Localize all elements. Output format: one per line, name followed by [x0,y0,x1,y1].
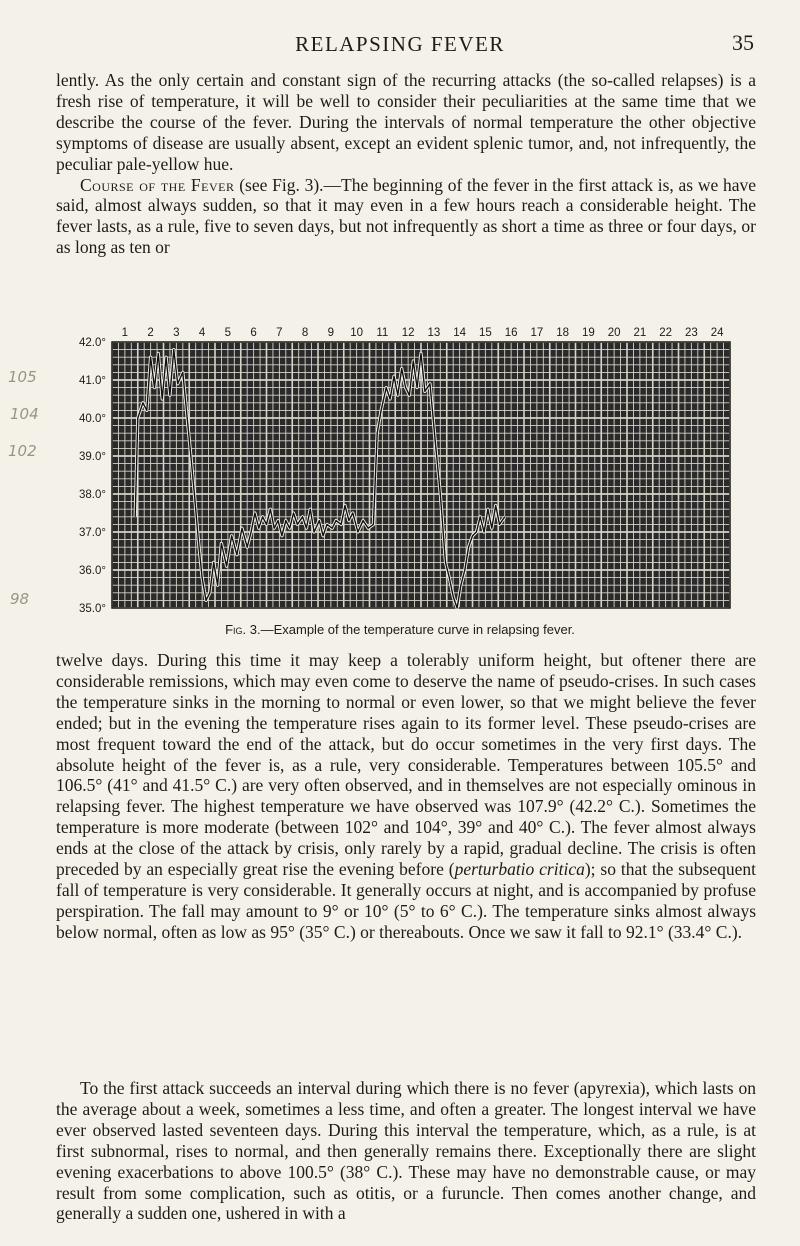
temperature-chart [40,318,760,618]
figure-caption-label: Fig. 3. [225,622,261,637]
paragraph-2 [56,650,756,943]
x-tick-label: 6 [250,327,257,339]
margin-note-4: 98 [10,590,30,608]
x-tick-label: 19 [581,327,595,339]
x-tick-label: 3 [173,327,180,339]
y-tick-label: 37.0° [79,527,106,539]
figure-caption-text: —Example of the temperature curve in relapsing fever. [260,622,575,637]
figure-caption [40,622,760,637]
y-tick-label: 39.0° [79,451,106,463]
paragraph-1-text-b: (see Fig. 3).—The beginning of the fever in the first attack is, as we have said, almost always sudden, so that it may even in a few hours reach a considerable height. The fever lasts, as a rule, five to seven days, but not infrequently as short a time as three or four days, or as long as ten or [56,174,756,258]
x-tick-label: 10 [350,327,364,339]
x-tick-label: 23 [684,327,698,339]
y-tick-label: 35.0° [79,603,106,615]
x-tick-label: 5 [224,327,232,339]
page-number: 35 [732,30,754,55]
x-tick-label: 9 [327,327,335,339]
x-tick-label: 11 [376,327,389,339]
x-tick-label: 4 [198,327,206,339]
paragraph-1-text-a: lently. As the only certain and constant sign of the recurring attacks (the so-called relapses) is a fresh rise of temperature, it will be well to consider their peculiarities at the same time that we describe the course of the fever. During the intervals of normal temperature the other objective symptoms of disease are usually absent, except an evident splenic tumor, and, not infrequently, the peculiar pale-yellow hue. [56,70,756,174]
y-tick-label: 38.0° [79,489,106,501]
x-tick-label: 18 [556,327,570,339]
running-head [0,10,800,56]
figure-3 [40,318,760,638]
margin-note-1: 105 [8,368,37,386]
x-tick-label: 12 [401,327,415,339]
margin-note-2: 104 [10,405,39,423]
x-tick-label: 16 [504,327,518,339]
paragraph-2-italic: perturbatio critica [454,859,585,880]
x-tick-label: 14 [453,327,467,339]
x-tick-label: 1 [121,327,129,339]
x-tick-label: 24 [710,327,724,339]
paragraph-1 [56,70,756,258]
x-tick-label: 21 [633,327,647,339]
x-tick-label: 17 [530,327,544,339]
x-tick-label: 8 [301,327,309,339]
x-tick-label: 7 [276,327,283,339]
y-tick-label: 36.0° [79,565,106,577]
section-heading: Course of the Fever [80,174,235,195]
x-tick-label: 15 [478,327,492,339]
margin-note-3: 102 [8,442,37,460]
y-tick-label: 42.0° [79,337,106,349]
x-tick-label: 13 [427,327,441,339]
y-tick-label: 40.0° [79,413,106,425]
x-tick-label: 20 [607,327,621,339]
x-tick-label: 22 [659,327,673,339]
y-tick-label: 41.0° [79,375,106,387]
paragraph-2-text-b: ); so that the subsequent fall of temperature is very considerable. It generally occurs at night, and is accompanied by profuse perspiration. The fall may amount to 9° or 10° (5° to 6° C.). The temperature sinks almost always below normal, often as low as 95° (35° C.) or thereabouts. Once we saw it fall to 92.1° (33.4° C.). [56,859,757,942]
paragraph-3: To the first attack succeeds an interval during which there is no fever (apyrexia), which lasts on the average about a week, sometimes a less time, and often a greater. The longest interval we have ever observed lasted seventeen days. During this interval the temperature, which, as a rule, is at first subnormal, rises to normal, and then generally remains there. Exceptionally there are slight evening exacerbations to above 100.5° (38° C.). These may have no demonstrable cause, or may result from some complication, such as otitis, or a furuncle. Then comes another change, and generally a sudden one, ushered in with a [56,1078,756,1224]
x-tick-label: 2 [147,327,154,339]
running-title: RELAPSING FEVER [295,32,505,56]
paragraph-2-text-a: twelve days. During this time it may keep a tolerably uniform height, but oftener there are considerable remissions, which may even come to deserve the name of pseudo-crises. In such cases the temperature sinks in the morning to normal or even lower, so that we might believe the fever ended; but in the evening the temperature rises again to its former level. These pseudo-crises are most frequent toward the end of the attack, but do occur sometimes in the very first days. The absolute height of the fever is, as a rule, very considerable. Temperatures between 105.5° and 106.5° (41° and 41.5° C.) are very often observed, and in themselves are not especially ominous in relapsing fever. The highest temperature we have observed was 107.9° (42.2° C.). Sometimes the temperature is more moderate (between 102° and 104°, 39° and 40° C.). The fever almost always ends at the close of the attack by crisis, only rarely by a rapid, gradual decline. The crisis is often preceded by an especially great rise the evening before ( [56,650,756,880]
